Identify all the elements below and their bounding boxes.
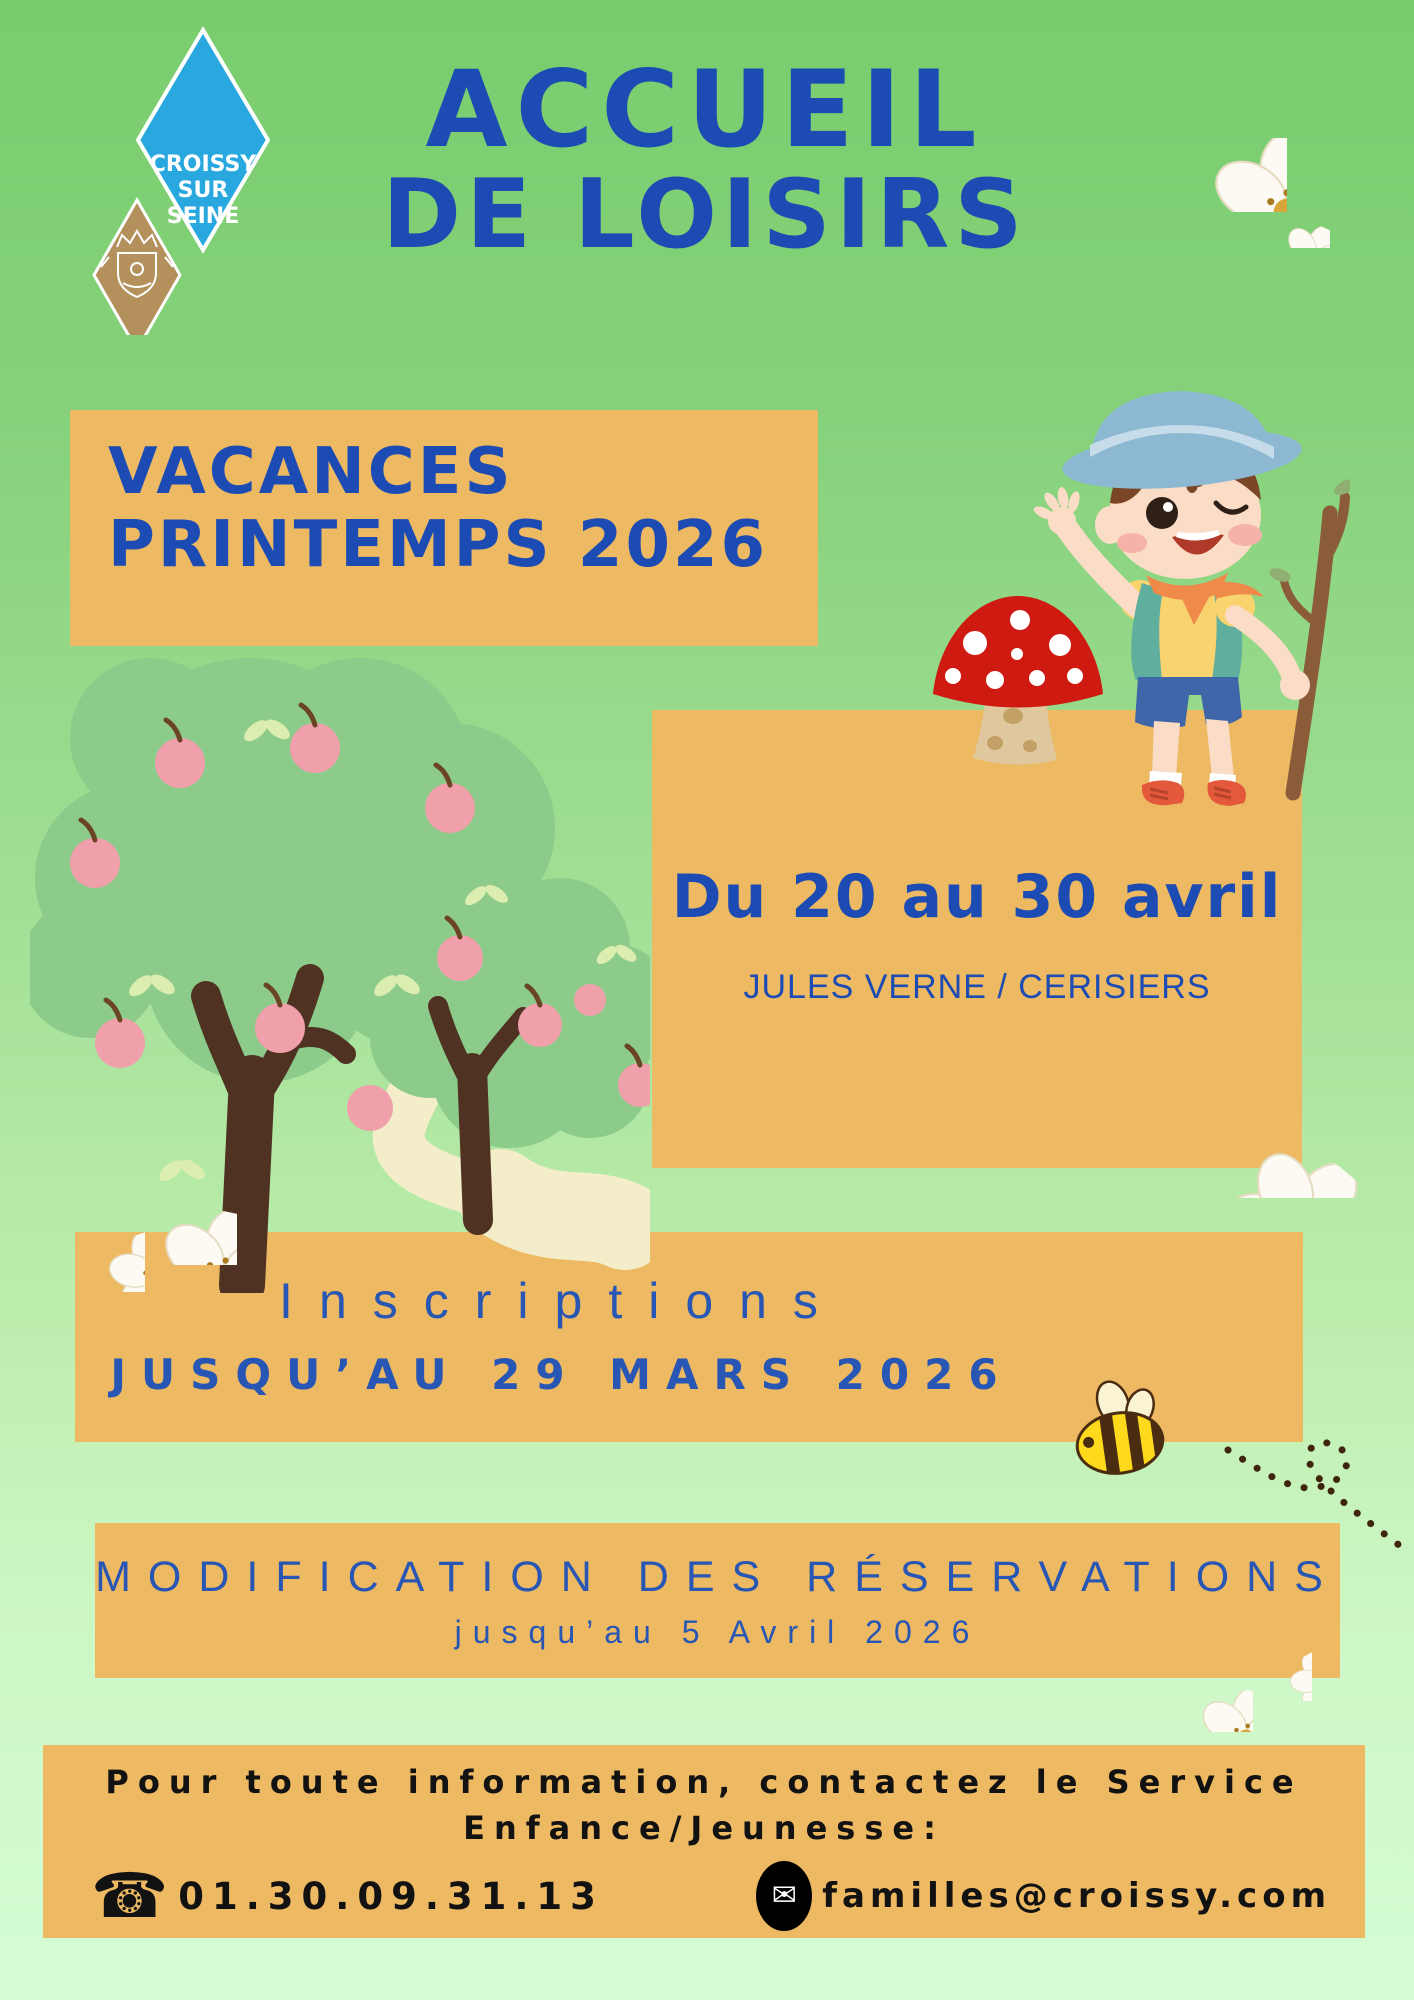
vacances-panel [70, 410, 818, 646]
contact-line-1: Pour toute information, contactez le Service [105, 1763, 1303, 1801]
logo-text-3: SEINE [166, 204, 240, 229]
contact-line-2: Enfance/Jeunesse: [463, 1809, 945, 1847]
modification-deadline: jusqu’au 5 Avril 2026 [454, 1614, 981, 1650]
envelope-icon: ✉ [756, 1861, 812, 1931]
vacances-line-1: VACANCES [108, 435, 514, 509]
walking-stick [1284, 497, 1345, 793]
white-flower [1264, 182, 1330, 248]
contact-phone-number: 01.30.09.31.13 [178, 1874, 604, 1918]
boy-illustration [1030, 385, 1350, 810]
logo-blue-diamond [138, 30, 268, 250]
phone-icon: ☎ [91, 1859, 169, 1932]
inscriptions-deadline: JUSQU’AU 29 MARS 2026 [110, 1350, 1013, 1399]
contact-email-group [756, 1861, 1331, 1931]
poster-title [350, 48, 1060, 271]
croissy-logo [85, 25, 315, 335]
contact-panel [43, 1745, 1365, 1938]
title-line-1: ACCUEIL [425, 48, 985, 171]
contact-email: familles@croissy.com [822, 1876, 1331, 1916]
waving-hand [1032, 486, 1082, 535]
inscriptions-heading: Inscriptions [279, 1273, 844, 1329]
logo-text-1: CROISSY [149, 152, 257, 177]
dates-locations: JULES VERNE / CERISIERS [743, 968, 1211, 1006]
logo-text-2: SUR [177, 178, 229, 203]
vacances-line-2: PRINTEMPS 2026 [108, 507, 769, 582]
white-flower [1250, 1639, 1312, 1701]
bee-dotted-trail [1150, 1400, 1414, 1600]
bucket-hat [1060, 391, 1304, 497]
dates-heading: Du 20 au 30 avril [671, 862, 1283, 932]
title-line-2: DE LOISIRS [382, 160, 1028, 271]
modification-heading: MODIFICATION DES RÉSERVATIONS [95, 1553, 1340, 1601]
contact-phone-group [91, 1859, 604, 1932]
white-flower [1218, 1053, 1363, 1198]
white-flower [1158, 1637, 1253, 1732]
white-flower [55, 1202, 145, 1292]
